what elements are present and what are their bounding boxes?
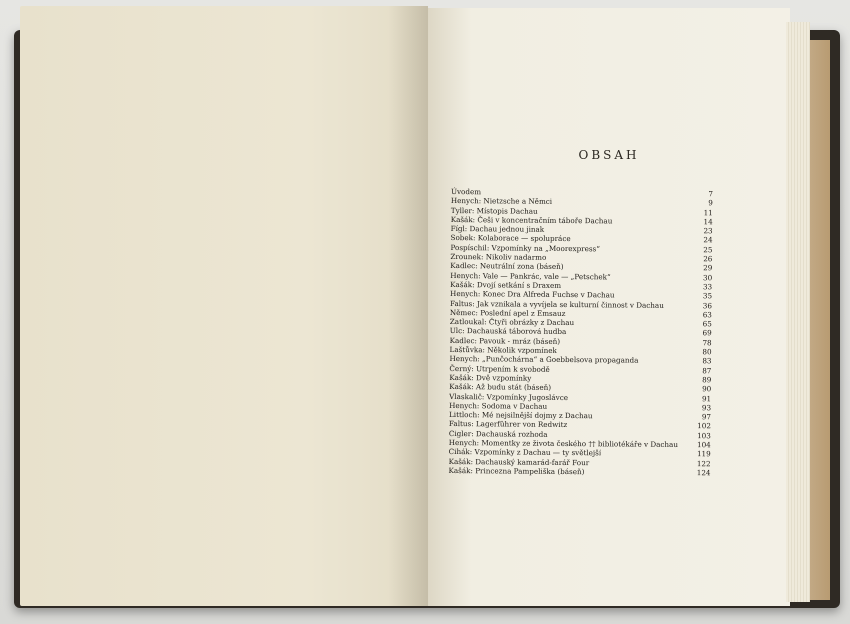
toc-entry-page: 103 [697, 430, 711, 440]
toc-entry-page: 36 [702, 300, 713, 310]
toc-entry-title: Kašák: Dvě vzpomínky [449, 372, 532, 383]
toc-entry-title: Cihák: Vzpomínky z Dachau — ty světlejší [448, 447, 602, 458]
toc-entry-page: 122 [696, 458, 711, 468]
toc-heading: OBSAH [578, 148, 640, 162]
toc-entry-page: 14 [703, 217, 713, 227]
toc-entry-page: 87 [702, 365, 712, 375]
toc-entry-title: Kadlec: Neutrální zona (báseň) [450, 261, 564, 272]
toc-entry-page: 24 [703, 235, 713, 245]
toc-entry-page: 23 [703, 226, 713, 236]
toc-entry-title: Cigler: Dachauská rozhoda [448, 428, 548, 439]
toc-entry-page: 25 [703, 244, 713, 255]
toc-entry-title: Němec: Poslední apel z Emsauz [449, 307, 566, 318]
page-edges [786, 22, 810, 602]
toc-entry-title: Kadlec: Pavouk - mráz (báseň) [449, 335, 561, 346]
toc-entry-page: 97 [701, 412, 712, 422]
toc-entry-page: 29 [703, 263, 713, 273]
gutter-shadow [388, 6, 428, 606]
toc-entry-title: Henych: Sodoma v Dachau [449, 400, 548, 411]
toc-entry-title: Faltus: Lagerführer von Redwitz [448, 419, 568, 430]
toc-entry-title: Littloch: Mé nejsilnější dojmy z Dachau [448, 410, 593, 421]
toc-entry-title: Henych: Nietzsche a Němci [450, 196, 553, 207]
toc-entry-page: 69 [702, 328, 712, 338]
toc-entry-title: Henych: Vale — Pankrác, vale — „Petschek“ [450, 270, 611, 282]
toc-entry-title: Vlaskalič: Vzpomínky Jugoslávce [449, 391, 569, 402]
toc-entry-title: Kašák: Až budu stát (báseň) [449, 382, 552, 393]
toc-entry-title: Sobek: Kolaborace — spolupráce [450, 233, 571, 244]
toc-entry-page: 11 [703, 207, 713, 217]
toc-entry-title: Tyller: Místopis Dachau [450, 205, 538, 216]
toc-entry-page: 30 [703, 272, 713, 282]
toc-entry-title: Zatloukal: Čtyři obrázky z Dachau [449, 317, 575, 328]
toc-entry-page: 63 [702, 310, 712, 320]
toc-entry-page: 83 [702, 356, 712, 366]
toc-entry-title: Kašák: Dvojí setkání s Draxem [450, 279, 562, 290]
toc-entry-title: Laštůvka: Několik vzpomínek [449, 345, 557, 355]
toc-entry-page: 80 [702, 347, 712, 357]
toc-entry-page: 104 [697, 440, 711, 450]
toc-entry-page: 124 [696, 468, 711, 478]
toc-entry-page: 102 [697, 421, 711, 431]
toc-entry-title: Kašák: Dachauský kamarád-farář Four [448, 456, 590, 467]
toc-entry-title: Kašák: Princezna Pampeliška (báseň) [448, 465, 585, 477]
toc-entry-title: Henych: Konec Dra Alfreda Fuchse v Dachau [450, 289, 615, 300]
toc-entry-title: Úvodem [450, 187, 482, 197]
toc-entry-title: Černý: Utrpením k svobodě [449, 363, 550, 374]
toc-entry-title: Fígl: Dachau jednou jinak [450, 224, 545, 235]
toc-entry-page: 78 [702, 337, 712, 348]
toc-entry-title: Faltus: Jak vznikala a vyvíjela se kulturní činnost v Dachau [449, 298, 664, 310]
toc-entry-page: 33 [702, 282, 713, 292]
toc-entry-page: 89 [702, 375, 712, 385]
toc-entry-title: Ulc: Dachauská táborová hudba [449, 326, 567, 337]
toc-entry-title: Pospíschil: Vzpomínky na „Moorexpress“ [450, 242, 600, 254]
toc-entry-title: Henych: Momentky ze života českého †† bibliotékáře v Dachau [448, 438, 679, 450]
toc-entry-page: 7 [708, 189, 713, 199]
toc-entry-page: 119 [696, 449, 711, 459]
toc-entry-page: 90 [702, 384, 712, 394]
toc-entry-title: Zrounek: Nikoliv nadarmo [450, 252, 547, 262]
toc-entry-page: 93 [701, 403, 712, 413]
toc-entry-title: Kašák: Češi v koncentračním táboře Dachau [450, 214, 613, 226]
toc-entry-page: 26 [703, 254, 713, 264]
toc-entry-page: 35 [702, 291, 713, 301]
toc-list [448, 187, 713, 477]
left-page [20, 6, 428, 606]
toc-entry-page: 91 [701, 393, 712, 403]
toc-entry-title: Henych: „Punčochárna“ a Goebbelsova propaganda [449, 354, 639, 365]
toc-entry-page: 9 [708, 198, 713, 208]
toc-entry-page: 65 [702, 319, 712, 329]
